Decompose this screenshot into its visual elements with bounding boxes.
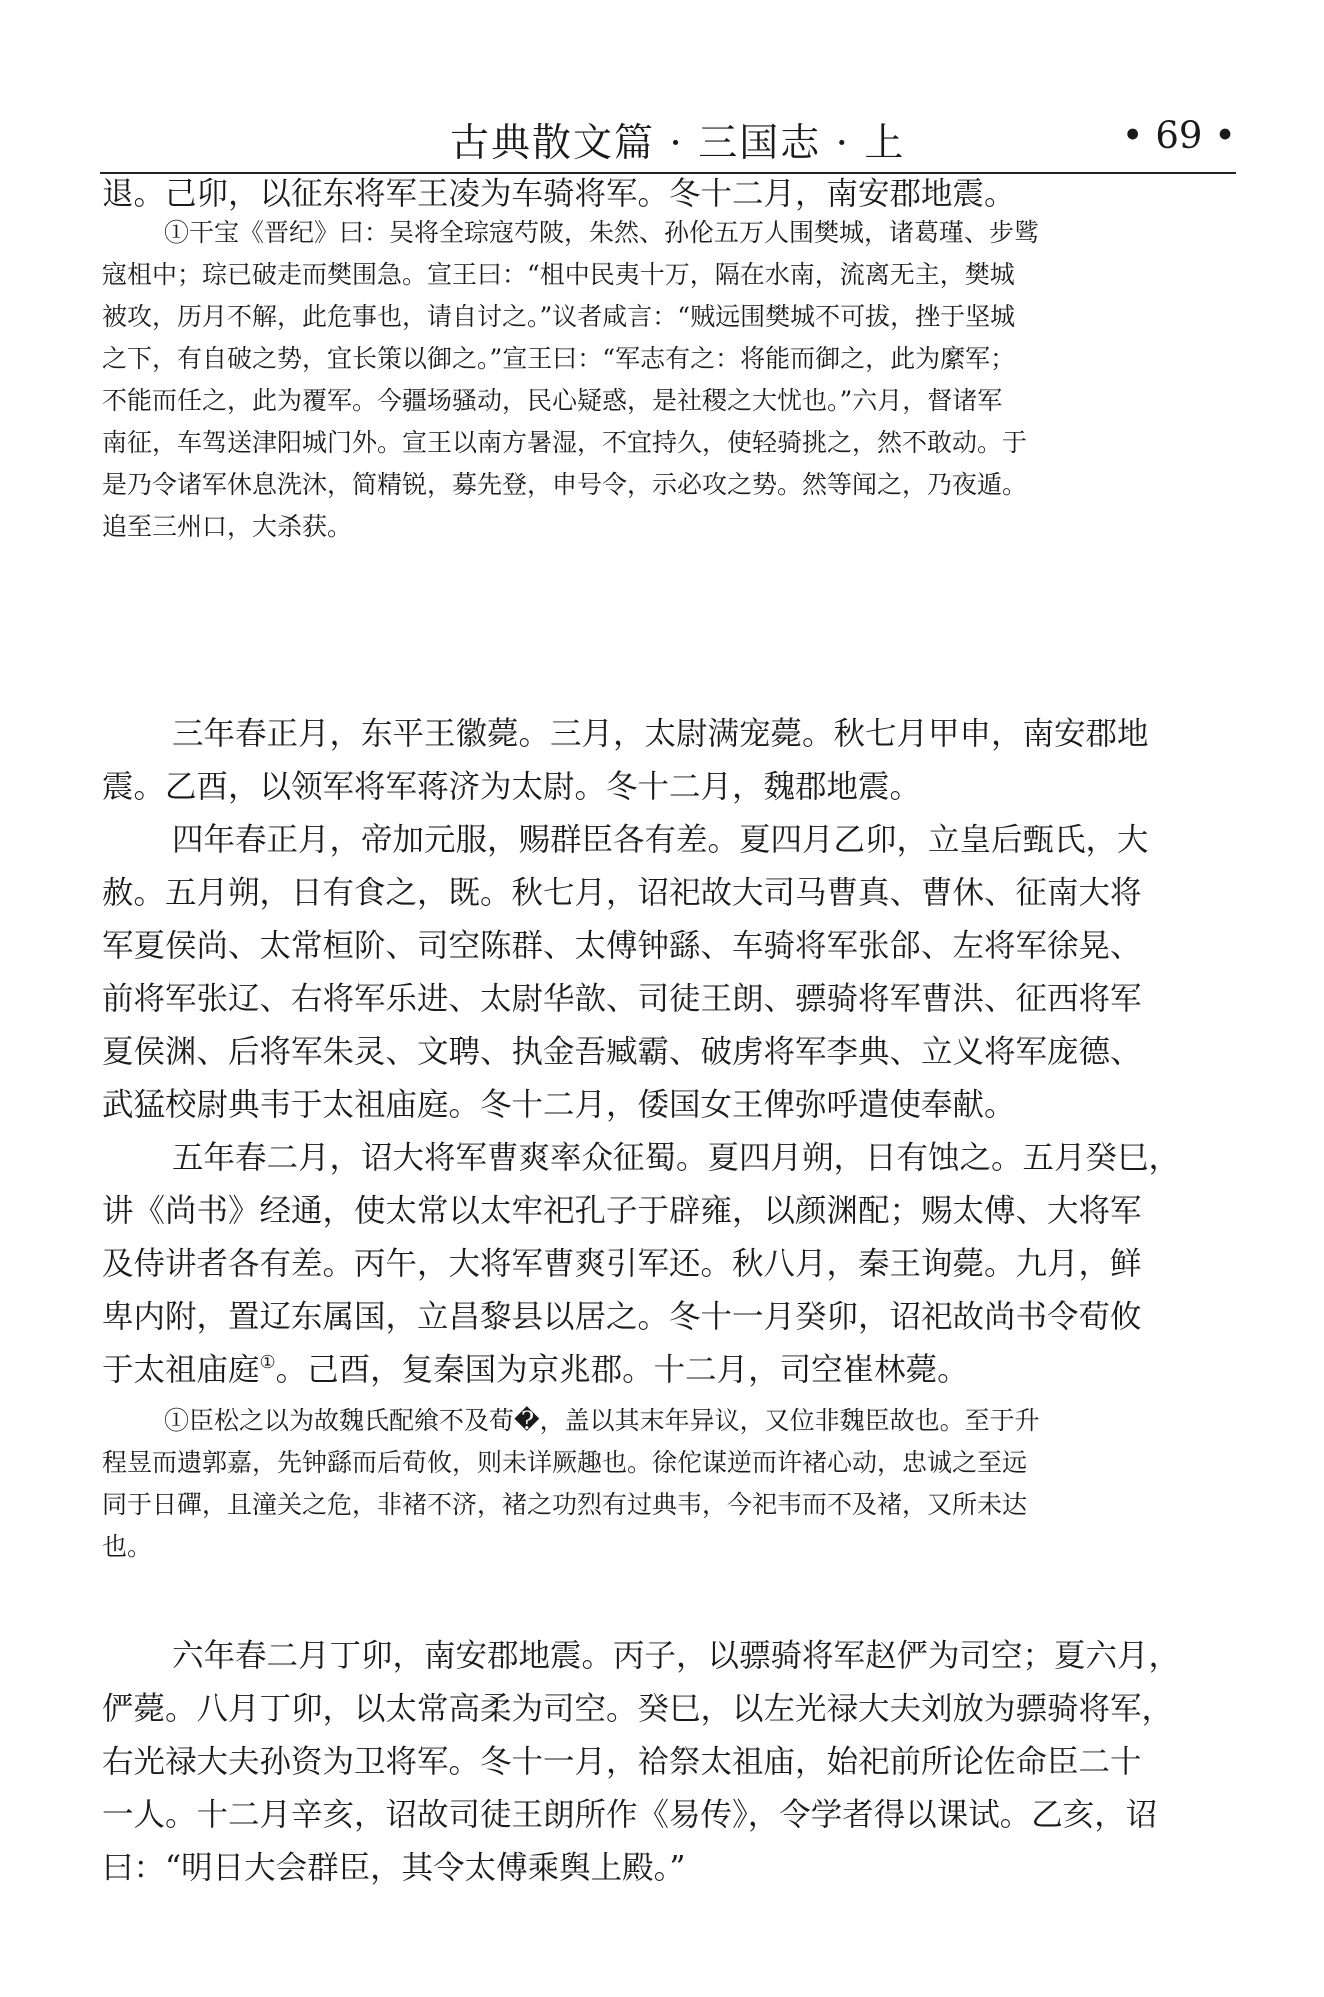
text-line: 赦。五月朔，日有食之，既。秋七月，诏祀故大司马曹真、曹休、征南大将 — [102, 875, 1142, 911]
text-line: 武猛校尉典韦于太祖庙庭。冬十二月，倭国女王俾弥呼遣使奉献。 — [102, 1087, 1016, 1123]
note-line: 程昱而遗郭嘉，先钟繇而后荀攸，则未详厥趣也。徐佗谋逆而许褚心动，忠诚之至远 — [102, 1448, 1028, 1477]
text-line: 讲《尚书》经通，使太常以太牢祀孔子于辟雍，以颜渊配；赐太傅、大将军 — [102, 1193, 1142, 1229]
note-line: 寇柤中；琮已破走而樊围急。宣王曰：“柤中民夷十万，隔在水南，流离无主，樊城 — [102, 260, 1015, 289]
note-line: 是乃令诸军休息洗沐，简精锐，募先登，申号令，示必攻之势。然等闻之，乃夜遁。 — [102, 470, 1028, 499]
note-line: 不能而任之，此为覆军。今疆场骚动，民心疑惑，是社稷之大忧也。”六月，督诸军 — [102, 386, 1003, 415]
running-header — [100, 100, 1236, 174]
footnote-marker[interactable]: ① — [259, 1352, 276, 1373]
note-line: 被攻，历月不解，此危事也，请自讨之。”议者咸言：“贼远围樊城不可拔，挫于坚城 — [102, 302, 1016, 331]
text-line: 右光禄大夫孙资为卫将军。冬十一月，祫祭太祖庙，始祀前所论佐命臣二十 — [102, 1744, 1142, 1780]
note-line: 也。 — [102, 1532, 153, 1561]
paragraph — [102, 814, 1234, 1132]
paragraph — [102, 1630, 1234, 1895]
text-line: 退。己卯，以征东将军王凌为车骑将军。冬十二月，南安郡地震。 — [102, 176, 1016, 212]
text-line: 俨薨。八月丁卯，以太常高柔为司空。癸巳，以左光禄大夫刘放为骠骑将军， — [102, 1691, 1174, 1727]
note-line: 同于日磾，且潼关之危，非褚不济，褚之功烈有过典韦，今祀韦而不及褚，又所未达 — [102, 1490, 1028, 1519]
text-line: 震。乙酉，以领军将军蒋济为太尉。冬十二月，魏郡地震。 — [102, 769, 922, 805]
text-line: 五年春二月，诏大将军曹爽率众征蜀。夏四月朔，日有蚀之。五月癸巳， — [172, 1140, 1181, 1176]
paragraph — [102, 708, 1234, 814]
note-line: ①干宝《晋纪》曰：吴将全琮寇芍陂，朱然、孙伦五万人围樊城，诸葛瑾、步骘 — [164, 218, 1040, 247]
text-line: 于太祖庙庭①。己酉，复秦国为京兆郡。十二月，司空崔林薨。 — [102, 1352, 969, 1388]
text-line: 卑内附，置辽东属国，立昌黎县以居之。冬十一月癸卯，诏祀故尚书令荀攸 — [102, 1299, 1142, 1335]
page-number: • 69 • — [1121, 114, 1236, 157]
paragraph — [102, 1132, 1234, 1397]
text-line: 六年春二月丁卯，南安郡地震。丙子，以骠骑将军赵俨为司空；夏六月， — [172, 1638, 1181, 1674]
footnote-block — [102, 212, 1234, 548]
note-line: 追至三州口，大杀获。 — [102, 512, 353, 541]
text-line: 夏侯渊、后将军朱灵、文聘、执金吾臧霸、破虏将军李典、立义将军庞德、 — [102, 1034, 1142, 1070]
text-line: 一人。十二月辛亥，诏故司徒王朗所作《易传》，令学者得以课试。乙亥，诏 — [102, 1797, 1158, 1833]
note-line: 南征，车驾送津阳城门外。宣王以南方暑湿，不宜持久，使轻骑挑之，然不敢动。于 — [102, 428, 1028, 457]
text-line: 军夏侯尚、太常桓阶、司空陈群、太傅钟繇、车骑将军张郃、左将军徐晃、 — [102, 928, 1142, 964]
footnote-block — [102, 1400, 1234, 1568]
text-line: 及侍讲者各有差。丙午，大将军曹爽引军还。秋八月，秦王询薨。九月，鲜 — [102, 1246, 1142, 1282]
text-line: 曰：“明日大会群臣，其令太傅乘舆上殿。” — [102, 1850, 686, 1886]
note-line: ①臣松之以为故魏氏配飨不及荀�，盖以其末年异议，又位非魏臣故也。至于升 — [164, 1406, 1040, 1435]
text-line: 前将军张辽、右将军乐进、太尉华歆、司徒王朗、骠骑将军曹洪、征西将军 — [102, 981, 1142, 1017]
text-line: 四年春正月，帝加元服，赐群臣各有差。夏四月乙卯，立皇后甄氏，大 — [172, 822, 1149, 858]
text-line: 三年春正月，东平王徽薨。三月，太尉满宠薨。秋七月甲申，南安郡地 — [172, 716, 1149, 752]
header-title: 古典散文篇 · 三国志 · 上 — [450, 121, 906, 166]
note-line: 之下，有自破之势，宜长策以御之。”宣王曰：“军志有之：将能而御之，此为縻军； — [102, 344, 1016, 373]
